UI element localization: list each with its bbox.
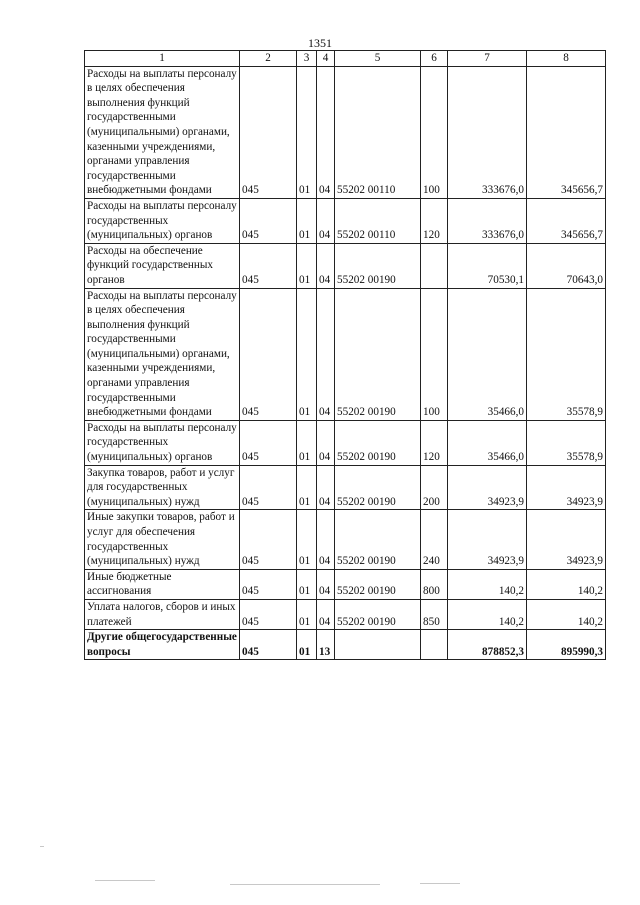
table-cell: 55202 00190	[335, 465, 421, 510]
table-row	[85, 599, 606, 629]
table-cell: 333676,0	[448, 66, 527, 198]
table-cell: 55202 00190	[335, 599, 421, 629]
table-cell: 55202 00110	[335, 198, 421, 243]
table-cell: 240	[421, 510, 448, 569]
table-cell: 120	[421, 198, 448, 243]
table-cell: 045	[240, 510, 297, 569]
header-row	[85, 51, 606, 67]
table-cell	[421, 630, 448, 660]
table-cell: 55202 00190	[335, 510, 421, 569]
row-name-cell: Уплата налогов, сборов и иных платежей	[85, 599, 240, 629]
table-cell: 01	[297, 198, 317, 243]
table-cell: 140,2	[448, 569, 527, 599]
table-cell: 01	[297, 288, 317, 420]
table-cell: 01	[297, 599, 317, 629]
table-cell: 345656,7	[527, 198, 606, 243]
table-cell: 04	[317, 510, 335, 569]
table-cell: 70530,1	[448, 243, 527, 288]
table-cell: 045	[240, 243, 297, 288]
table-cell: 140,2	[527, 599, 606, 629]
table-row	[85, 630, 606, 660]
table-cell: 35578,9	[527, 288, 606, 420]
row-name-cell: Расходы на выплаты персоналу государственных (муниципальных) органов	[85, 198, 240, 243]
table-cell: 045	[240, 420, 297, 465]
table-cell: 01	[297, 569, 317, 599]
table-cell: 34923,9	[527, 510, 606, 569]
table-row	[85, 420, 606, 465]
table-cell: 04	[317, 569, 335, 599]
table-cell: 01	[297, 420, 317, 465]
row-name-cell: Расходы на выплаты персоналу в целях обеспечения выполнения функций государственными (муниципальными) органами, казенными учреждениями, органами управления государственными внебюджетными фондами	[85, 288, 240, 420]
table-cell	[421, 243, 448, 288]
table-cell: 55202 00190	[335, 569, 421, 599]
table-cell: 878852,3	[448, 630, 527, 660]
table-cell: 800	[421, 569, 448, 599]
table-cell: 01	[297, 243, 317, 288]
table-cell: 34923,9	[448, 465, 527, 510]
column-header: 6	[421, 51, 448, 67]
table-cell: 01	[297, 465, 317, 510]
table-row	[85, 66, 606, 198]
table-row	[85, 510, 606, 569]
table-row	[85, 465, 606, 510]
table-cell: 045	[240, 569, 297, 599]
table-cell: 55202 00190	[335, 420, 421, 465]
table-row	[85, 569, 606, 599]
row-name-cell: Иные бюджетные ассигнования	[85, 569, 240, 599]
table-cell: 01	[297, 66, 317, 198]
column-header: 5	[335, 51, 421, 67]
row-name-cell: Расходы на выплаты персоналу государственных (муниципальных) органов	[85, 420, 240, 465]
row-name-cell: Закупка товаров, работ и услуг для государственных (муниципальных) нужд	[85, 465, 240, 510]
table-cell: 200	[421, 465, 448, 510]
table-cell: 045	[240, 465, 297, 510]
table-cell: 70643,0	[527, 243, 606, 288]
table-cell: 045	[240, 599, 297, 629]
table-cell: 55202 00190	[335, 288, 421, 420]
table-cell: 895990,3	[527, 630, 606, 660]
table-row	[85, 288, 606, 420]
table-cell: 100	[421, 288, 448, 420]
row-name-cell: Другие общегосударственные вопросы	[85, 630, 240, 660]
table-cell: 04	[317, 599, 335, 629]
table-cell: 01	[297, 510, 317, 569]
table-row	[85, 198, 606, 243]
table-cell: 55202 00110	[335, 66, 421, 198]
column-header: 2	[240, 51, 297, 67]
column-header: 4	[317, 51, 335, 67]
table-cell: 04	[317, 66, 335, 198]
table-cell: 045	[240, 66, 297, 198]
table-cell: 35466,0	[448, 288, 527, 420]
table-cell: 120	[421, 420, 448, 465]
row-name-cell: Расходы на обеспечение функций государственных органов	[85, 243, 240, 288]
table-cell: 100	[421, 66, 448, 198]
table-cell: 04	[317, 243, 335, 288]
table-cell: 045	[240, 288, 297, 420]
table-cell: 01	[297, 630, 317, 660]
table-cell: 34923,9	[448, 510, 527, 569]
table-cell: 045	[240, 198, 297, 243]
row-name-cell: Расходы на выплаты персоналу в целях обеспечения выполнения функций государственными (муниципальными) органами, казенными учреждениями, органами управления государственными внебюджетными фондами	[85, 66, 240, 198]
table-cell: 04	[317, 288, 335, 420]
table-cell: 35466,0	[448, 420, 527, 465]
table-cell: 35578,9	[527, 420, 606, 465]
table-cell: 850	[421, 599, 448, 629]
column-header: 8	[527, 51, 606, 67]
table-cell: 140,2	[527, 569, 606, 599]
table-cell: 140,2	[448, 599, 527, 629]
table-cell: 045	[240, 630, 297, 660]
table-cell: 04	[317, 465, 335, 510]
table-cell	[335, 630, 421, 660]
table-cell: 04	[317, 198, 335, 243]
column-header: 7	[448, 51, 527, 67]
table-cell: 13	[317, 630, 335, 660]
table-cell: 34923,9	[527, 465, 606, 510]
table-cell: 333676,0	[448, 198, 527, 243]
budget-table	[84, 50, 606, 660]
column-header: 1	[85, 51, 240, 67]
table-cell: 345656,7	[527, 66, 606, 198]
table-cell: 55202 00190	[335, 243, 421, 288]
page-number: 1351	[308, 36, 332, 50]
table-row	[85, 243, 606, 288]
table-cell: 04	[317, 420, 335, 465]
column-header: 3	[297, 51, 317, 67]
row-name-cell: Иные закупки товаров, работ и услуг для обеспечения государственных (муниципальных) нужд	[85, 510, 240, 569]
